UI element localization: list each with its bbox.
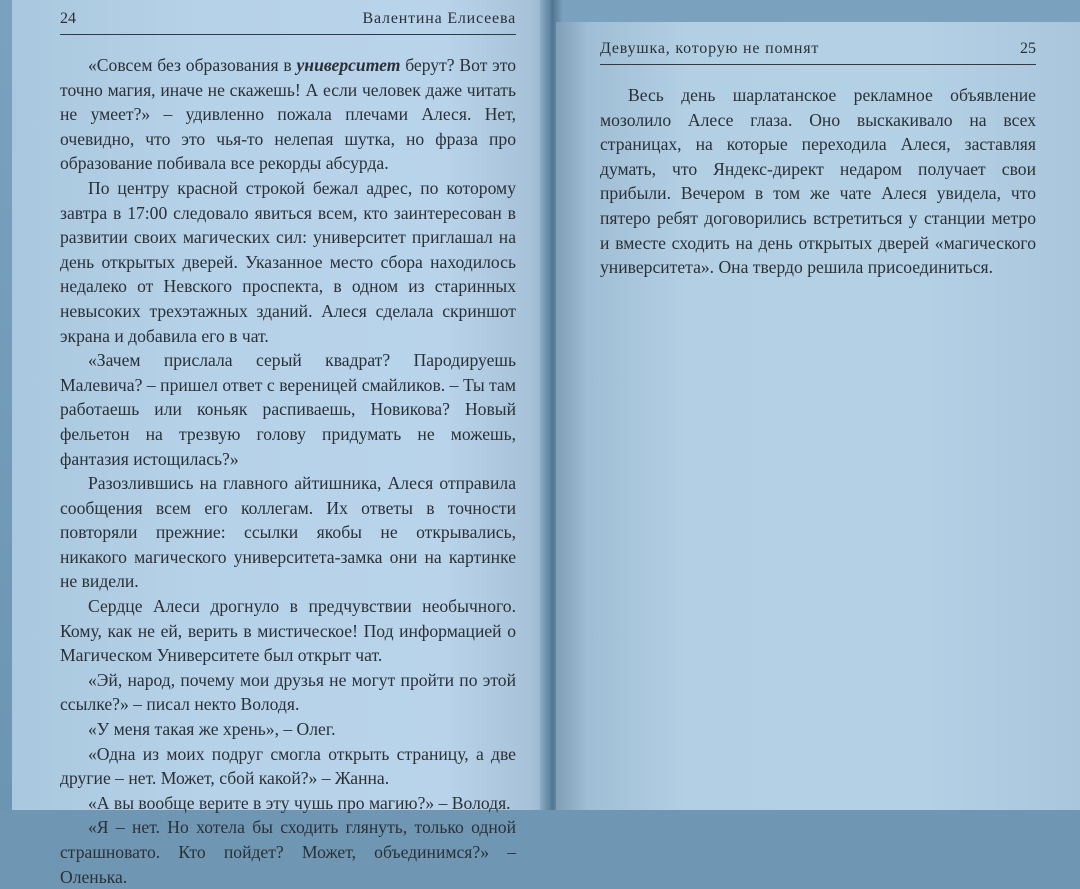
right-running-title: Девушка, которую не помнят [600,40,820,57]
left-running-head [60,10,516,35]
left-page-text [60,53,516,889]
emphasized-word: университет [296,55,401,75]
left-page-number: 24 [60,10,76,27]
right-running-head [600,40,1036,65]
paragraph: «Я – нет. Но хотела бы сходить глянуть, только одной страшновато. Кто пойдет? Может, объединимся?» – Оленька. [60,817,516,887]
paragraph: Сердце Алеси дрогнуло в предчувствии необычного. Кому, как не ей, верить в мистическое! Под информацией о Магическом Университете был открыт чат. [60,596,516,666]
paragraph: «А вы вообще верите в эту чушь про магию?» – Володя. [88,792,511,813]
right-page-number: 25 [1020,40,1036,57]
paragraph: По центру красной строкой бежал адрес, по которому завтра в 17:00 следовало явиться всем, кто заинтересован в развитии своих магических сил: университет приглашал на день открытых дверей. Указанное место сбора находилось недалеко от Невского проспекта, в одном из старинных невысоких трехэтажных зданий. Алеся сделала скриншот экрана и добавила его в чат. [60,177,516,346]
right-page-text [600,83,1036,280]
paragraph: Разозлившись на главного айтишника, Алеся отправила сообщения всем его коллегам. Их ответы в точности повторяли прежние: ссылки якобы не открывались, никакого магического университета-замка они на картинке не видели. [60,473,516,592]
paragraph: «Совсем без образования в университет берут? Вот это точно магия, иначе не скажешь! А если человек даже читать не умеет?» – удивленно пожала плечами Алеся. Нет, очевидно, что это чья-то нелепая шутка, но фраза про образование побивала все рекорды абсурда. [60,55,516,174]
paragraph: «Одна из моих подруг смогла открыть страницу, а две другие – нет. Может, сбой какой?» – Жанна. [60,743,516,789]
paragraph: «Эй, народ, почему мои друзья не могут пройти по этой ссылке?» – писал некто Володя. [60,669,516,715]
paragraph: «У меня такая же хрень», – Олег. [88,719,336,740]
right-page [556,22,1080,810]
left-running-title: Валентина Елисеева [362,10,516,27]
left-page [12,0,552,887]
paragraph: «Зачем прислала серый квадрат? Пародируешь Малевича? – пришел ответ с вереницей смайликов. – Ты там работаешь или коньяк распиваешь, Новикова? Новый фельетон на трезвую голову придумать не можешь, фантазия истощилась?» [60,350,516,469]
paragraph: Весь день шарлатанское рекламное объявление мозолило Алесе глаза. Оно выскакивало на всех страницах, на которые переходила Алеся, заставляя думать, что Яндекс-директ недаром получает свои прибыли. Вечером в том же чате Алеся увидела, что пятеро ребят договорились встретиться у станции метро и вместе сходить на день открытых дверей «магического университета». Она твердо решила присоединиться. [600,85,1036,278]
